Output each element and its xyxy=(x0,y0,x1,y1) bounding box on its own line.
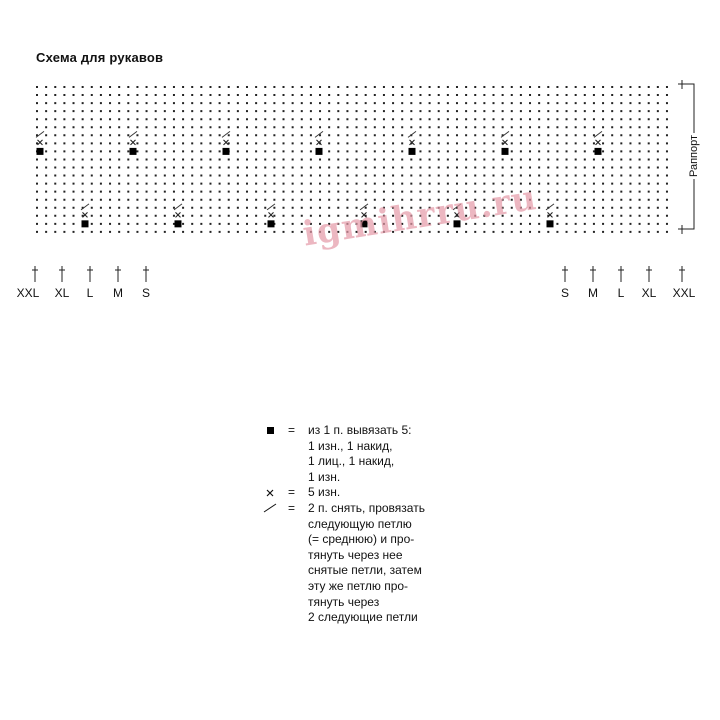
legend-text-line: следующую петлю xyxy=(308,516,412,531)
legend-equals: = xyxy=(288,423,296,437)
legend-text-line: тянуть через нее xyxy=(308,547,403,562)
legend-text-line: тянуть через xyxy=(308,594,380,609)
legend-text-line: 2 п. снять, провязать xyxy=(308,500,425,515)
legend-item-x xyxy=(262,485,425,501)
slash-symbol xyxy=(594,131,602,137)
slash-symbol xyxy=(408,131,416,137)
legend-text-line: 1 изн. xyxy=(308,469,341,484)
legend-text-line: эту же петлю про- xyxy=(308,578,409,593)
slash-symbol xyxy=(129,131,137,137)
size-label-right: S xyxy=(560,286,569,300)
legend-equals: = xyxy=(288,500,296,515)
legend-text-line: 5 изн. xyxy=(308,485,341,500)
size-label-left: L xyxy=(86,286,94,300)
square-symbol xyxy=(82,220,89,227)
slash-legend-symbol xyxy=(262,501,278,520)
knitting-chart xyxy=(0,0,720,300)
square-legend-symbol xyxy=(262,423,278,439)
slash-symbol xyxy=(546,204,554,210)
legend-text-line: 1 изн., 1 накид, xyxy=(308,438,393,453)
x-symbol xyxy=(38,140,43,145)
chart-title: Схема для рукавов xyxy=(36,50,164,65)
square-symbol xyxy=(409,148,416,155)
legend-text-line: 2 следующие петли xyxy=(308,610,418,625)
square-symbol xyxy=(268,220,275,227)
x-symbol xyxy=(269,212,274,217)
square-symbol xyxy=(595,148,602,155)
legend-item-slash xyxy=(262,501,425,626)
square-symbol xyxy=(130,148,137,155)
size-label-left: S xyxy=(141,286,150,300)
slash-symbol xyxy=(174,204,182,210)
square-symbol xyxy=(37,148,44,155)
size-label-left: XXL xyxy=(16,286,40,300)
rapport-label: Раппорт xyxy=(688,134,700,178)
size-label-right: M xyxy=(588,286,598,300)
legend-text-line: из 1 п. вывязать 5: xyxy=(308,423,412,437)
size-label-left: M xyxy=(113,286,123,300)
x-symbol xyxy=(596,140,601,145)
size-label-right: L xyxy=(617,286,625,300)
square-symbol xyxy=(223,148,230,155)
legend-item-square xyxy=(262,423,425,485)
legend-text-line: (= среднюю) и про- xyxy=(308,532,415,547)
x-symbol xyxy=(131,140,136,145)
watermark: igmihrru.ru xyxy=(300,178,540,255)
square-symbol xyxy=(502,148,509,155)
slash-symbol xyxy=(315,131,323,137)
square-symbol xyxy=(547,220,554,227)
legend-text-line: 1 лиц., 1 накид, xyxy=(308,454,395,469)
square-symbol xyxy=(175,220,182,227)
legend-text-line: снятые петли, затем xyxy=(308,563,422,578)
size-label-left: XL xyxy=(54,286,70,300)
square-symbol xyxy=(316,148,323,155)
x-symbol xyxy=(176,212,181,217)
size-label-right: XL xyxy=(641,286,657,300)
legend-equals: = xyxy=(288,485,296,500)
legend xyxy=(262,423,425,626)
size-label-right: XXL xyxy=(672,286,696,300)
